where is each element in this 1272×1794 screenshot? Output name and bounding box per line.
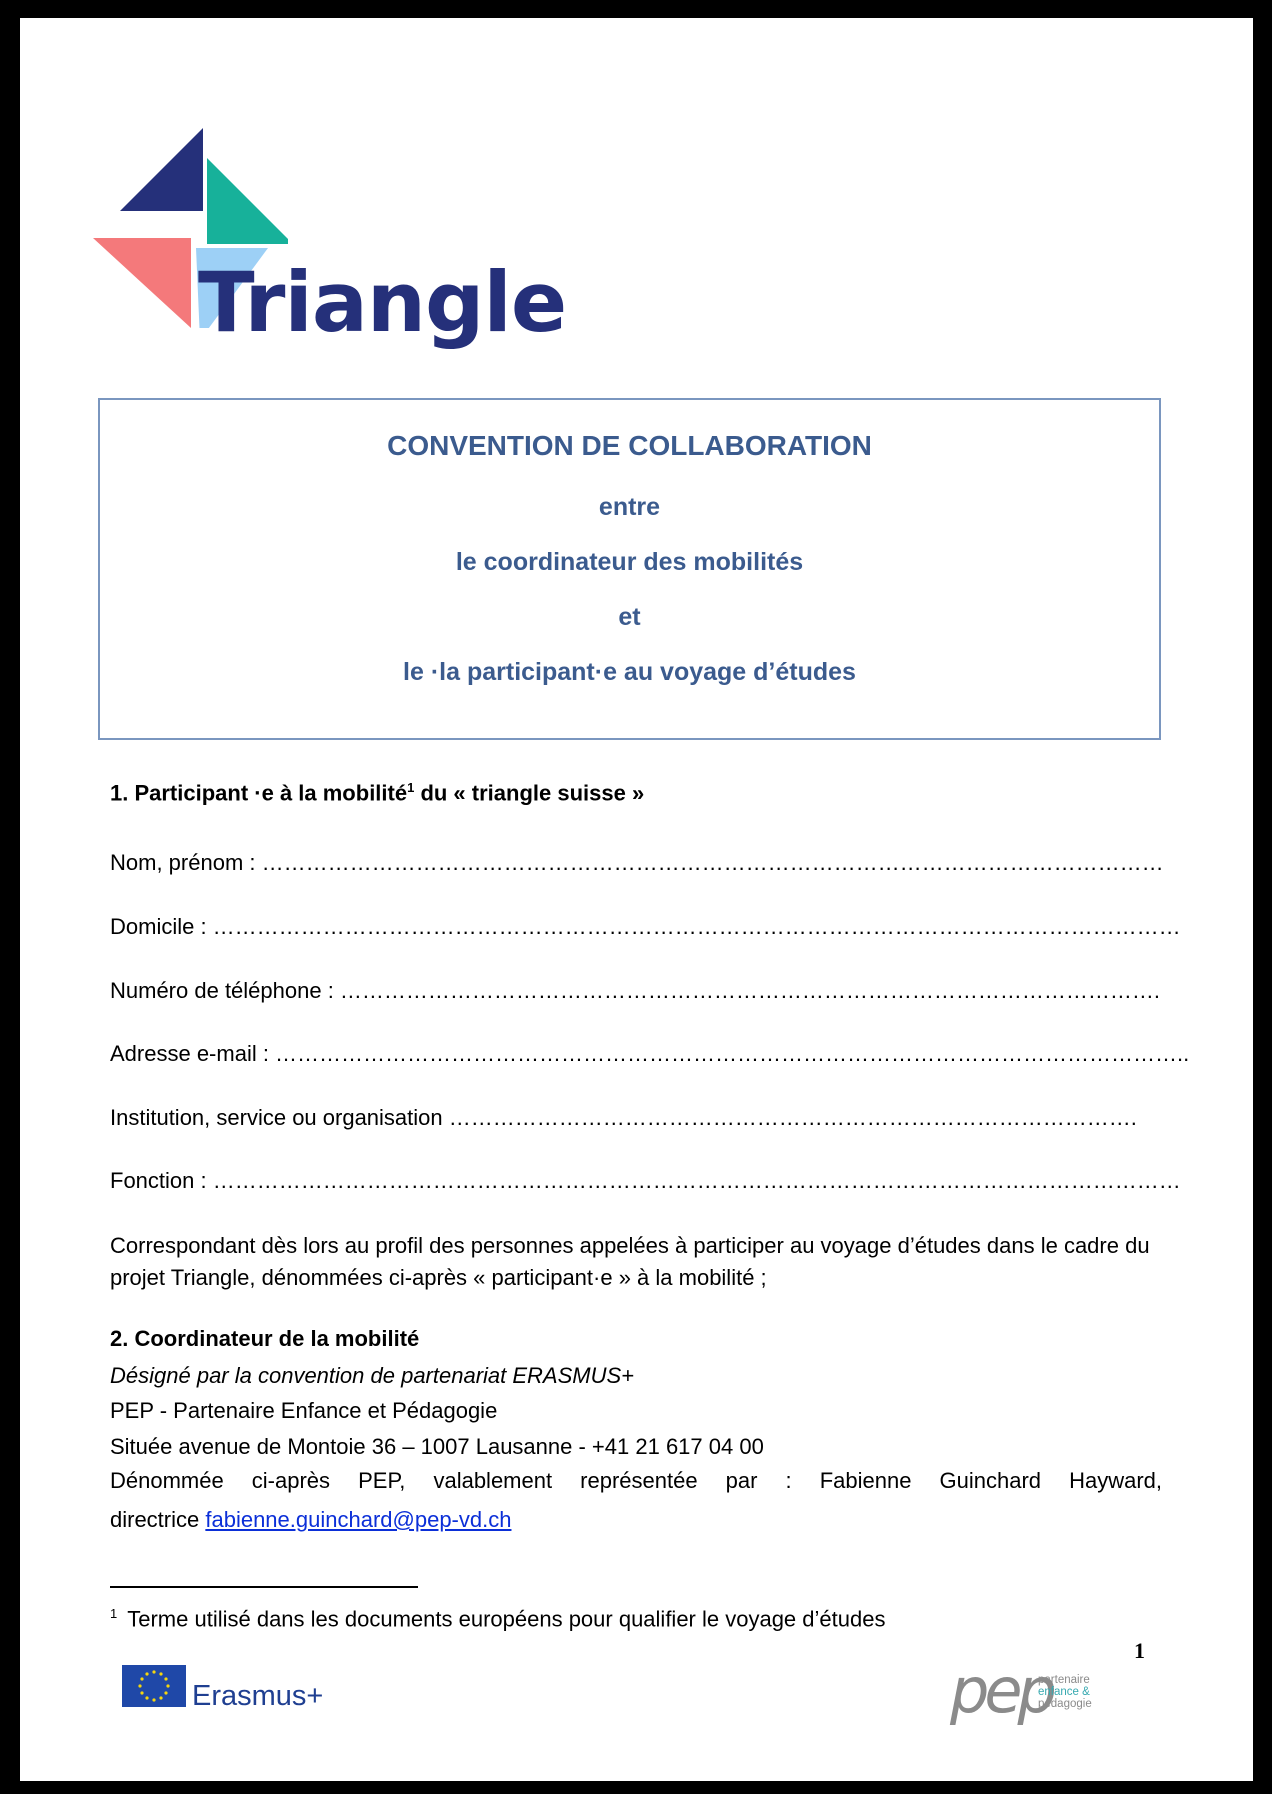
address-line: Située avenue de Montoie 36 – 1007 Lausanne - +41 21 617 04 00 xyxy=(110,1434,764,1459)
footnote-divider xyxy=(110,1586,418,1588)
section2-heading: 2. Coordinateur de la mobilité xyxy=(110,1326,420,1351)
field-email[interactable]: Adresse e-mail : …………………………………………………………………………………………………………….. xyxy=(110,1041,1190,1066)
title-line-et: et xyxy=(618,603,641,631)
email-link[interactable]: fabienne.guinchard@pep-vd.ch xyxy=(205,1507,512,1532)
footnote: $^1$ Terme utilisé dans les documents européens pour qualifier le voyage d’études xyxy=(110,1606,886,1632)
document-title: CONVENTION DE COLLABORATION xyxy=(387,430,872,461)
pep-tagline: partenaire enfance & pédagogie xyxy=(1038,1674,1092,1710)
field-name[interactable]: Nom, prénom : …………………………………………………………………………………………………………… xyxy=(110,850,1164,875)
eu-flag-icon xyxy=(122,1665,186,1707)
field-phone[interactable]: Numéro de téléphone : …………………………………………………………………………………………………. xyxy=(110,978,1161,1003)
erasmus-label: Erasmus+ xyxy=(192,1680,324,1712)
role-line: directrice fabienne.guinchard@pep-vd.ch xyxy=(110,1507,512,1532)
designated-line: Désigné par la convention de partenariat ERASMUS+ xyxy=(110,1363,635,1388)
field-domicile[interactable]: Domicile : …………………………………………………………………………………………………………………… xyxy=(110,914,1181,939)
pep-wordmark: pep xyxy=(950,1654,1052,1727)
section1-heading: 1. Participant ·e à la mobilité$^1$ du « triangle suisse » xyxy=(110,780,645,806)
field-institution[interactable]: Institution, service ou organisation …………………………………………………………………………………. xyxy=(110,1105,1137,1130)
title-box xyxy=(98,398,1161,740)
document-page xyxy=(20,18,1253,1781)
page-number: 1 xyxy=(1134,1638,1145,1663)
title-line-participant: le ·la participant·e au voyage d’études xyxy=(403,658,856,686)
field-function[interactable]: Fonction : …………………………………………………………………………………………………………………… xyxy=(110,1168,1181,1193)
logo-wordmark: Triangle xyxy=(198,254,567,351)
title-line-coordinator: le coordinateur des mobilités xyxy=(455,548,804,576)
title-line-entre: entre xyxy=(598,493,661,521)
profile-paragraph: Correspondant dès lors au profil des personnes appelées à participer au voyage d’études dans le cadre du projet Triangle, dénommées ci-après « participant·e » à la mobilité ; xyxy=(110,1233,1150,1290)
represented-line: Dénommée ci-après PEP, valablement représentée par : Fabienne Guinchard Hayward, xyxy=(110,1468,1162,1493)
pep-logo xyxy=(950,1654,1170,1740)
org-line: PEP - Partenaire Enfance et Pédagogie xyxy=(110,1398,498,1423)
